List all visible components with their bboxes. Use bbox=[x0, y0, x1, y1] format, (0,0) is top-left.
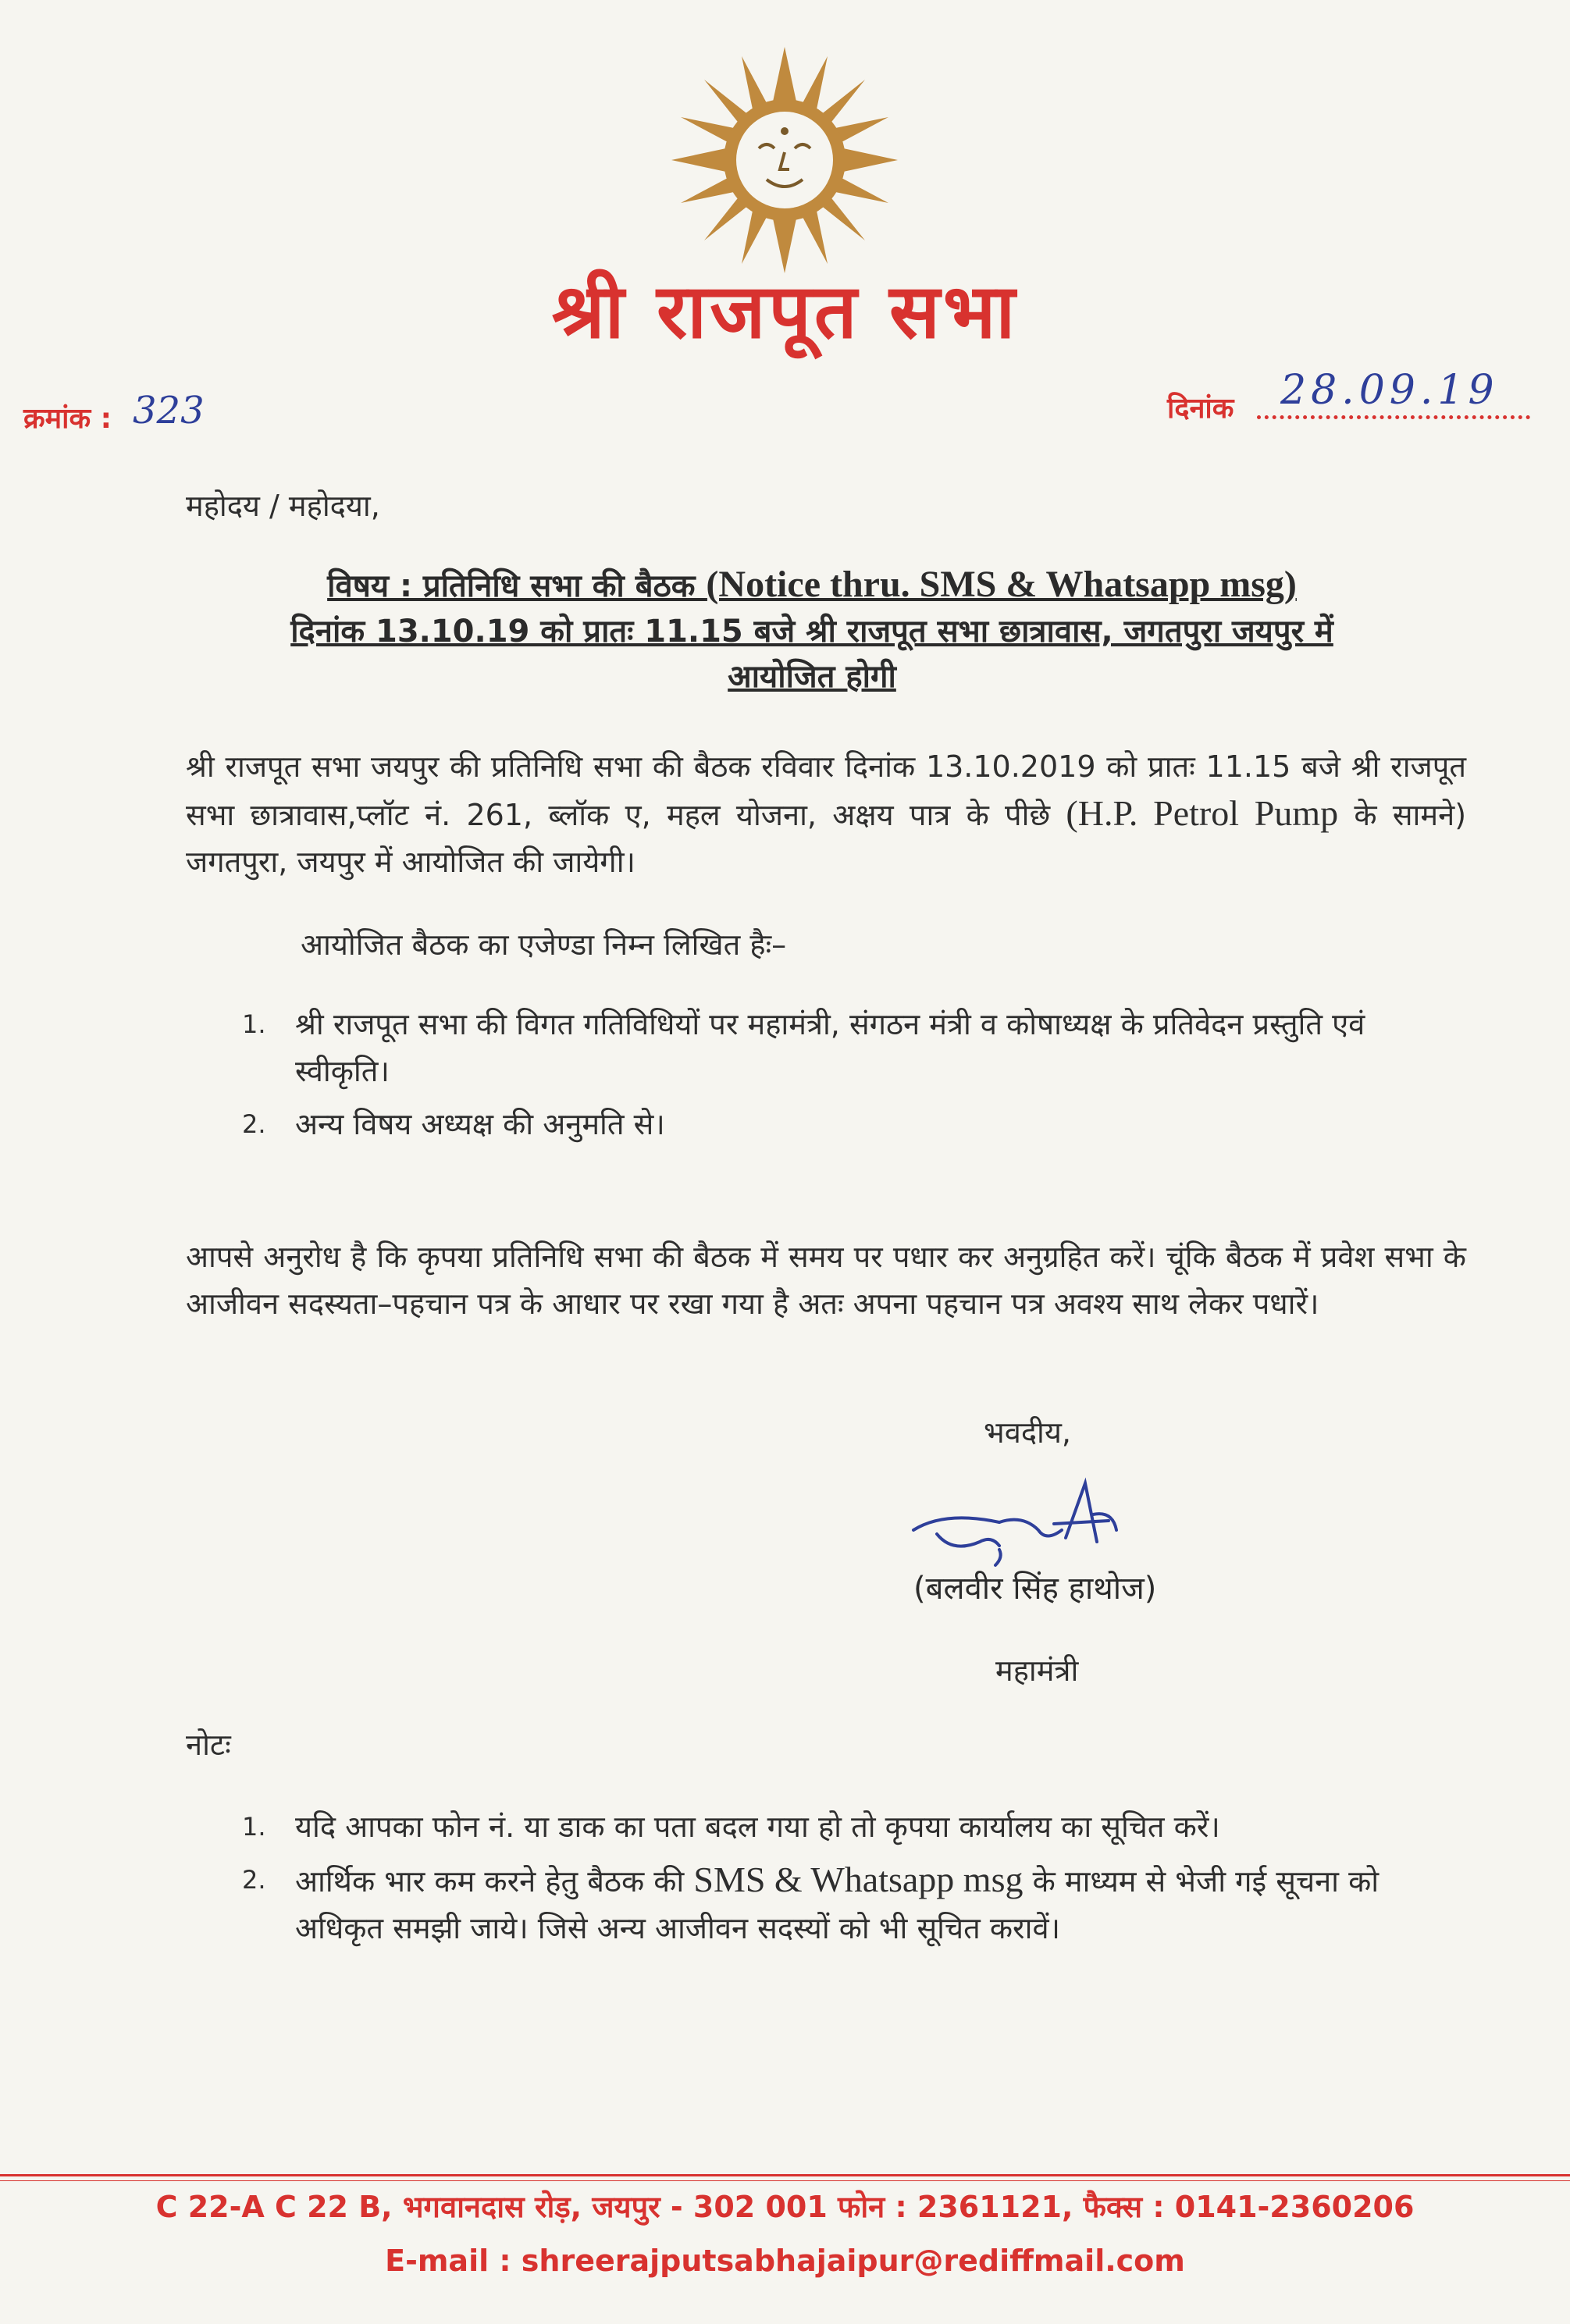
subject-line-2: दिनांक 13.10.19 को प्रातः 11.15 बजे श्री राजपूत सभा छात्रावास, जगतपुरा जयपुर में bbox=[290, 614, 1333, 650]
subject-line-3: आयोजित होगी bbox=[728, 659, 896, 695]
subject-english: (Notice thru. SMS & Whatsapp msg) bbox=[706, 564, 1297, 605]
paragraph-request: आपसे अनुरोध है कि कृपया प्रतिनिधि सभा की बैठक में समय पर पधार कर अनुग्रहित करें। चूंकि बैठक में प्रवेश सभा के आजीवन सदस्यता–पहचान पत्र के आधार पर रखा गया है अतः अपना पहचान पत्र अवश्य साथ लेकर पधारें। bbox=[186, 1240, 1466, 1321]
footer-email: E-mail : shreerajputsabhajaipur@rediffmail.com bbox=[385, 2244, 1185, 2278]
note-2-english: SMS & Whatsapp msg bbox=[693, 1860, 1024, 1899]
signer-name: (बलवीर सिंह हाथोज) bbox=[913, 1571, 1157, 1607]
paragraph-1-part-a: श्री राजपूत सभा जयपुर की प्रतिनिधि सभा की बैठक रविवार दिनांक 13.10.2019 को प्रातः 11.15 बजे श्री राजपूत सभा छात्रावास,प्लॉट नं. 261, ब्लॉक ए, महल योजना, अक्षय पात्र के पीछे bbox=[186, 749, 1466, 832]
salutation: महोदय / महोदया, bbox=[186, 489, 380, 523]
list-text bbox=[295, 1860, 1380, 1945]
list-number: 1. bbox=[242, 1009, 266, 1039]
paragraph-1-english: (H.P. Petrol Pump bbox=[1066, 793, 1339, 833]
note-2-part-a: आर्थिक भार कम करने हेतु बैठक की bbox=[295, 1864, 694, 1899]
note-label: नोटः bbox=[186, 1728, 231, 1762]
list-text: श्री राजपूत सभा की विगत गतिविधियों पर महामंत्री, संगठन मंत्री व कोषाध्यक्ष के प्रतिवेदन प्रस्तुति एवं स्वीकृति। bbox=[295, 1007, 1365, 1088]
list-text: अन्य विषय अध्यक्ष की अनुमति से। bbox=[295, 1107, 665, 1141]
footer-divider-thin bbox=[0, 2180, 1570, 2181]
agenda-list bbox=[234, 1001, 1468, 1154]
subject-line-1 bbox=[327, 564, 1297, 605]
date-value: 28.09.19 bbox=[1280, 367, 1499, 414]
note-2-part-b: के माध्यम से भेजी गई सूचना को अधिकृत समझी जाये। जिसे अन्य आजीवन सदस्यों को भी सूचित करावें। bbox=[295, 1864, 1380, 1945]
note-list bbox=[234, 1803, 1468, 1958]
date-label: दिनांक bbox=[1167, 393, 1234, 425]
reference-number-label: क्रमांक : bbox=[23, 403, 112, 435]
closing: भवदीय, bbox=[984, 1415, 1071, 1450]
list-number: 1. bbox=[242, 1812, 266, 1842]
organization-title: श्री राजपूत सभा bbox=[551, 268, 1019, 355]
list-item bbox=[234, 1001, 1468, 1094]
date-dotted-line bbox=[1257, 415, 1530, 419]
footer-address: C 22-A C 22 B, भगवानदास रोड़, जयपुर - 302 001 फोन : 2361121, फैक्स : 0141-2360206 bbox=[155, 2190, 1415, 2224]
list-item bbox=[234, 1803, 1468, 1850]
list-number: 2. bbox=[242, 1865, 266, 1895]
signer-designation: महामंत्री bbox=[995, 1653, 1079, 1688]
paragraph-1-part-b: के सामने) जगतपुरा, जयपुर में आयोजित की जायेगी। bbox=[186, 798, 1467, 879]
reference-number-value: 323 bbox=[133, 389, 205, 432]
subject-prefix: विषय : प्रतिनिधि सभा की बैठक bbox=[327, 568, 707, 604]
list-item bbox=[234, 1856, 1468, 1952]
paragraph-meeting-details bbox=[186, 743, 1466, 885]
list-text: यदि आपका फोन नं. या डाक का पता बदल गया हो तो कृपया कार्यालय का सूचित करें। bbox=[295, 1810, 1220, 1844]
footer-divider bbox=[0, 2174, 1570, 2176]
agenda-intro: आयोजित बैठक का एजेण्डा निम्न लिखित हैः– bbox=[301, 927, 787, 962]
list-number: 2. bbox=[242, 1109, 266, 1139]
list-item bbox=[234, 1101, 1468, 1148]
subject-block bbox=[172, 562, 1452, 699]
sun-emblem-logo bbox=[671, 47, 898, 273]
